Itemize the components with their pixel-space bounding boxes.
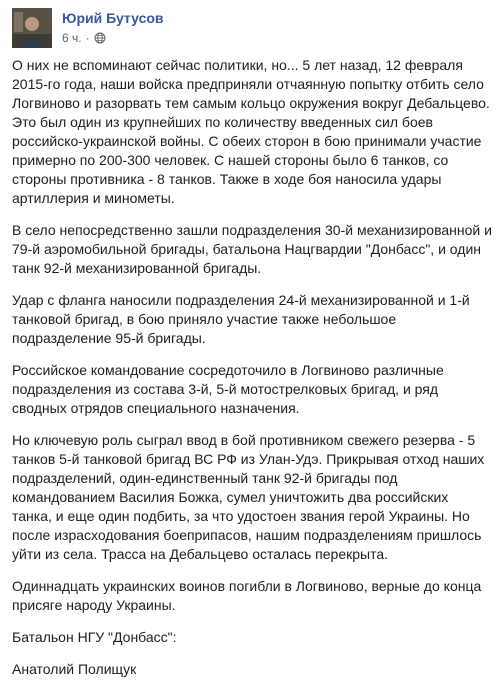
post-text [12,56,492,692]
author-avatar[interactable] [12,8,52,48]
post-meta [62,31,106,45]
avatar-photo-icon [12,8,52,48]
author-name[interactable]: Юрий Бутусов [62,10,164,26]
meta-separator: · [85,31,90,45]
post-header [12,6,488,48]
post-timestamp[interactable]: 6 ч. [62,31,82,45]
post-paragraph: Российское командование сосредоточило в Логвиново различные подразделения из состава 3-й, 5-й мотострелковых бригад, и ряд сводных отрядов специального назначения. [12,362,444,416]
globe-icon[interactable] [94,32,106,44]
post-paragraph: Батальон НГУ "Донбасс": [12,629,177,645]
post-paragraph: В село непосредственно зашли подразделения 30-й механизированной и 79-й аэромобильной бригады, батальона Нацгвардии "Донбасс", и один танк 92-й механизированной бригады. [12,222,492,276]
post-paragraph: Анатолий Полищук [12,661,137,677]
post-paragraph: О них не вспоминают сейчас политики, но... 5 лет назад, 12 февраля 2015-го года, наши войска предприняли отчаянную попытку отбить село Логвиново и разорвать тем самым кольцо окружения вокруг Дебальцево. Это был один из крупнейших по количеству введенных сил боев российско-украинской войны. С обеих сторон в бою принимали участие примерно по 200-300 человек. С нашей стороны было 6 танков, со стороны противника - 8 танков. Также в ходе боя наносила удары артиллерия и минометы. [12,57,490,206]
post-paragraph: Удар с фланга наносили подразделения 24-й механизированной и 1-й танковой бригад, в бою приняло участие также небольшое подразделение 95-й бригады. [12,292,470,346]
post-paragraph: Одиннадцать украинских воинов погибли в Логвиново, верные до конца присяге народу Украины. [12,578,482,613]
post-paragraph: Но ключевую роль сыграл ввод в бой противником свежего резерва - 5 танков 5-й танковой бригад ВС РФ из Улан-Удэ. Прикрывая отход наших подразделений, один-единственный танк 92-й бригады под командованием Василия Божка, сумел уничтожить два российских танка, и еще один подбить, за что удостоен звания герой Украины. Но после израсходования боеприпасов, нашим подразделениям пришлось уйти из села. Трасса на Дебальцево осталась перекрыта. [12,432,485,562]
